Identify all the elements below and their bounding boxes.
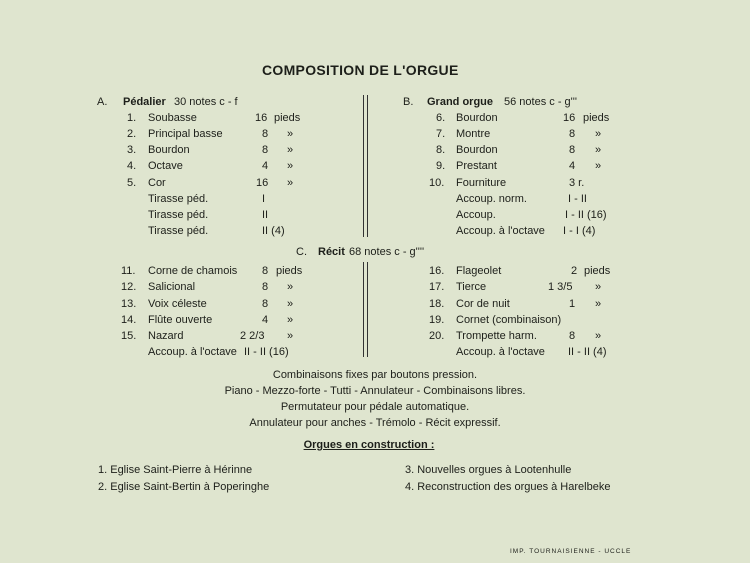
- recit-stop-num: 19.: [429, 314, 445, 326]
- recit-stop-size: 8: [262, 281, 269, 293]
- section-c-name: Récit: [318, 246, 345, 258]
- recit-stop-size: 2 2/3: [240, 330, 265, 342]
- grand-stop-name: Prestant: [456, 160, 497, 172]
- grand-coupler-value: I - I (4): [563, 225, 596, 237]
- construction-heading: Orgues en construction :: [303, 439, 435, 451]
- combination-note: Permutateur pour pédale automatique.: [280, 401, 470, 413]
- grand-stop-num: 7.: [436, 128, 446, 140]
- pedal-stop-size: 8: [262, 128, 269, 140]
- pedal-coupler-value: II: [262, 209, 269, 221]
- recit-stop-name: Nazard: [148, 330, 184, 342]
- recit-stop-num: 15.: [121, 330, 137, 342]
- recit-stop-unit: pieds: [584, 265, 611, 277]
- grand-stop-size: 3 r.: [569, 177, 585, 189]
- pedal-stop-unit: »: [287, 160, 294, 172]
- section-a-letter: A.: [97, 96, 108, 108]
- grand-stop-unit: »: [595, 128, 602, 140]
- pedal-stop-name: Octave: [148, 160, 183, 172]
- section-a-notes: 30 notes c - f: [174, 96, 238, 108]
- pedal-stop-unit: »: [287, 177, 294, 189]
- combination-note: Combinaisons fixes par boutons pression.: [272, 369, 478, 381]
- pedal-coupler-value: II (4): [262, 225, 285, 237]
- grand-coupler-value: I - II (16): [565, 209, 607, 221]
- combination-note: Annulateur pour anches - Trémolo - Récit expressif.: [249, 417, 501, 429]
- recit-stop-name: Corne de chamois: [148, 265, 238, 277]
- section-c-letter: C.: [296, 246, 307, 258]
- recit-stop-num: 16.: [429, 265, 445, 277]
- recit-coupler-name: Accoup. à l'octave: [148, 346, 237, 358]
- recit-stop-name: Flageolet: [456, 265, 502, 277]
- recit-stop-num: 17.: [429, 281, 445, 293]
- divider-line-lower-left: [363, 262, 364, 357]
- pedal-stop-unit: »: [287, 144, 294, 156]
- section-b-notes: 56 notes c - g''': [504, 96, 577, 108]
- pedal-stop-name: Principal basse: [148, 128, 223, 140]
- grand-stop-name: Bourdon: [456, 144, 498, 156]
- recit-stop-size: 1 3/5: [548, 281, 573, 293]
- divider-line-lower-right: [367, 262, 368, 357]
- grand-stop-num: 8.: [436, 144, 446, 156]
- grand-stop-num: 10.: [429, 177, 445, 189]
- grand-stop-num: 6.: [436, 112, 446, 124]
- recit-stop-name: Tierce: [456, 281, 487, 293]
- pedal-stop-size: 8: [262, 144, 269, 156]
- recit-stop-num: 20.: [429, 330, 445, 342]
- recit-coupler-name: Accoup. à l'octave: [456, 346, 545, 358]
- recit-stop-size: 8: [262, 265, 269, 277]
- pedal-stop-num: 2.: [127, 128, 137, 140]
- construction-item: 3. Nouvelles orgues à Lootenhulle: [405, 464, 572, 476]
- grand-coupler-name: Accoup. norm.: [456, 193, 527, 205]
- grand-stop-size: 8: [569, 144, 576, 156]
- recit-stop-num: 13.: [121, 298, 137, 310]
- recit-stop-unit: »: [287, 330, 294, 342]
- divider-line-upper-left: [363, 95, 364, 237]
- pedal-stop-num: 3.: [127, 144, 137, 156]
- recit-stop-unit: »: [595, 330, 602, 342]
- pedal-stop-name: Bourdon: [148, 144, 190, 156]
- grand-stop-name: Montre: [456, 128, 491, 140]
- pedal-stop-size: 4: [262, 160, 269, 172]
- recit-stop-size: 1: [569, 298, 576, 310]
- grand-stop-name: Bourdon: [456, 112, 498, 124]
- grand-stop-size: 8: [569, 128, 576, 140]
- pedal-stop-name: Soubasse: [148, 112, 197, 124]
- page-title: COMPOSITION DE L'ORGUE: [262, 62, 459, 78]
- pedal-stop-num: 4.: [127, 160, 137, 172]
- recit-stop-unit: »: [287, 298, 294, 310]
- section-c-notes: 68 notes c - g'''': [349, 246, 425, 258]
- printer-credit: IMP. TOURNAISIENNE - UCCLE: [510, 548, 632, 555]
- grand-coupler-name: Accoup. à l'octave: [456, 225, 545, 237]
- recit-stop-size: 2: [571, 265, 578, 277]
- grand-coupler-name: Accoup.: [456, 209, 496, 221]
- grand-stop-unit: pieds: [583, 112, 610, 124]
- recit-stop-size: 4: [262, 314, 269, 326]
- recit-stop-num: 18.: [429, 298, 445, 310]
- recit-stop-unit: »: [595, 298, 602, 310]
- grand-coupler-value: I - II: [568, 193, 587, 205]
- recit-stop-name: Cor de nuit: [456, 298, 510, 310]
- pedal-coupler-name: Tirasse péd.: [148, 193, 209, 205]
- recit-stop-unit: »: [287, 281, 294, 293]
- recit-stop-name: Cornet (combinaison): [456, 314, 562, 326]
- recit-stop-unit: »: [287, 314, 294, 326]
- pedal-stop-name: Cor: [148, 177, 166, 189]
- construction-item: 4. Reconstruction des orgues à Harelbeke: [405, 481, 611, 493]
- section-b-letter: B.: [403, 96, 414, 108]
- recit-stop-size: 8: [262, 298, 269, 310]
- divider-line-upper-right: [367, 95, 368, 237]
- grand-stop-num: 9.: [436, 160, 446, 172]
- construction-item: 1. Eglise Saint-Pierre à Hérinne: [98, 464, 253, 476]
- grand-stop-unit: »: [595, 144, 602, 156]
- recit-stop-num: 12.: [121, 281, 137, 293]
- section-b-name: Grand orgue: [427, 96, 494, 108]
- recit-stop-num: 11.: [121, 265, 136, 277]
- grand-stop-name: Fourniture: [456, 177, 507, 189]
- pedal-stop-num: 5.: [127, 177, 137, 189]
- recit-stop-name: Salicional: [148, 281, 196, 293]
- recit-stop-size: 8: [569, 330, 576, 342]
- recit-coupler-value: II - II (4): [568, 346, 607, 358]
- construction-item: 2. Eglise Saint-Bertin à Poperinghe: [98, 481, 270, 493]
- pedal-coupler-name: Tirasse péd.: [148, 225, 209, 237]
- recit-stop-unit: pieds: [276, 265, 303, 277]
- recit-coupler-value: II - II (16): [244, 346, 289, 358]
- recit-stop-name: Trompette harm.: [456, 330, 537, 342]
- pedal-coupler-name: Tirasse péd.: [148, 209, 209, 221]
- section-a-name: Pédalier: [123, 96, 166, 108]
- recit-stop-name: Voix céleste: [148, 298, 207, 310]
- combination-note: Piano - Mezzo-forte - Tutti - Annulateur - Combinaisons libres.: [224, 385, 526, 397]
- grand-stop-size: 4: [569, 160, 576, 172]
- recit-stop-name: Flûte ouverte: [148, 314, 213, 326]
- grand-stop-size: 16: [563, 112, 576, 124]
- pedal-stop-unit: »: [287, 128, 294, 140]
- recit-stop-num: 14.: [121, 314, 137, 326]
- pedal-stop-unit: pieds: [274, 112, 301, 124]
- pedal-stop-num: 1.: [127, 112, 137, 124]
- pedal-stop-size: 16: [255, 112, 268, 124]
- pedal-coupler-value: I: [262, 193, 266, 205]
- grand-stop-unit: »: [595, 160, 602, 172]
- recit-stop-unit: »: [595, 281, 602, 293]
- pedal-stop-size: 16: [256, 177, 269, 189]
